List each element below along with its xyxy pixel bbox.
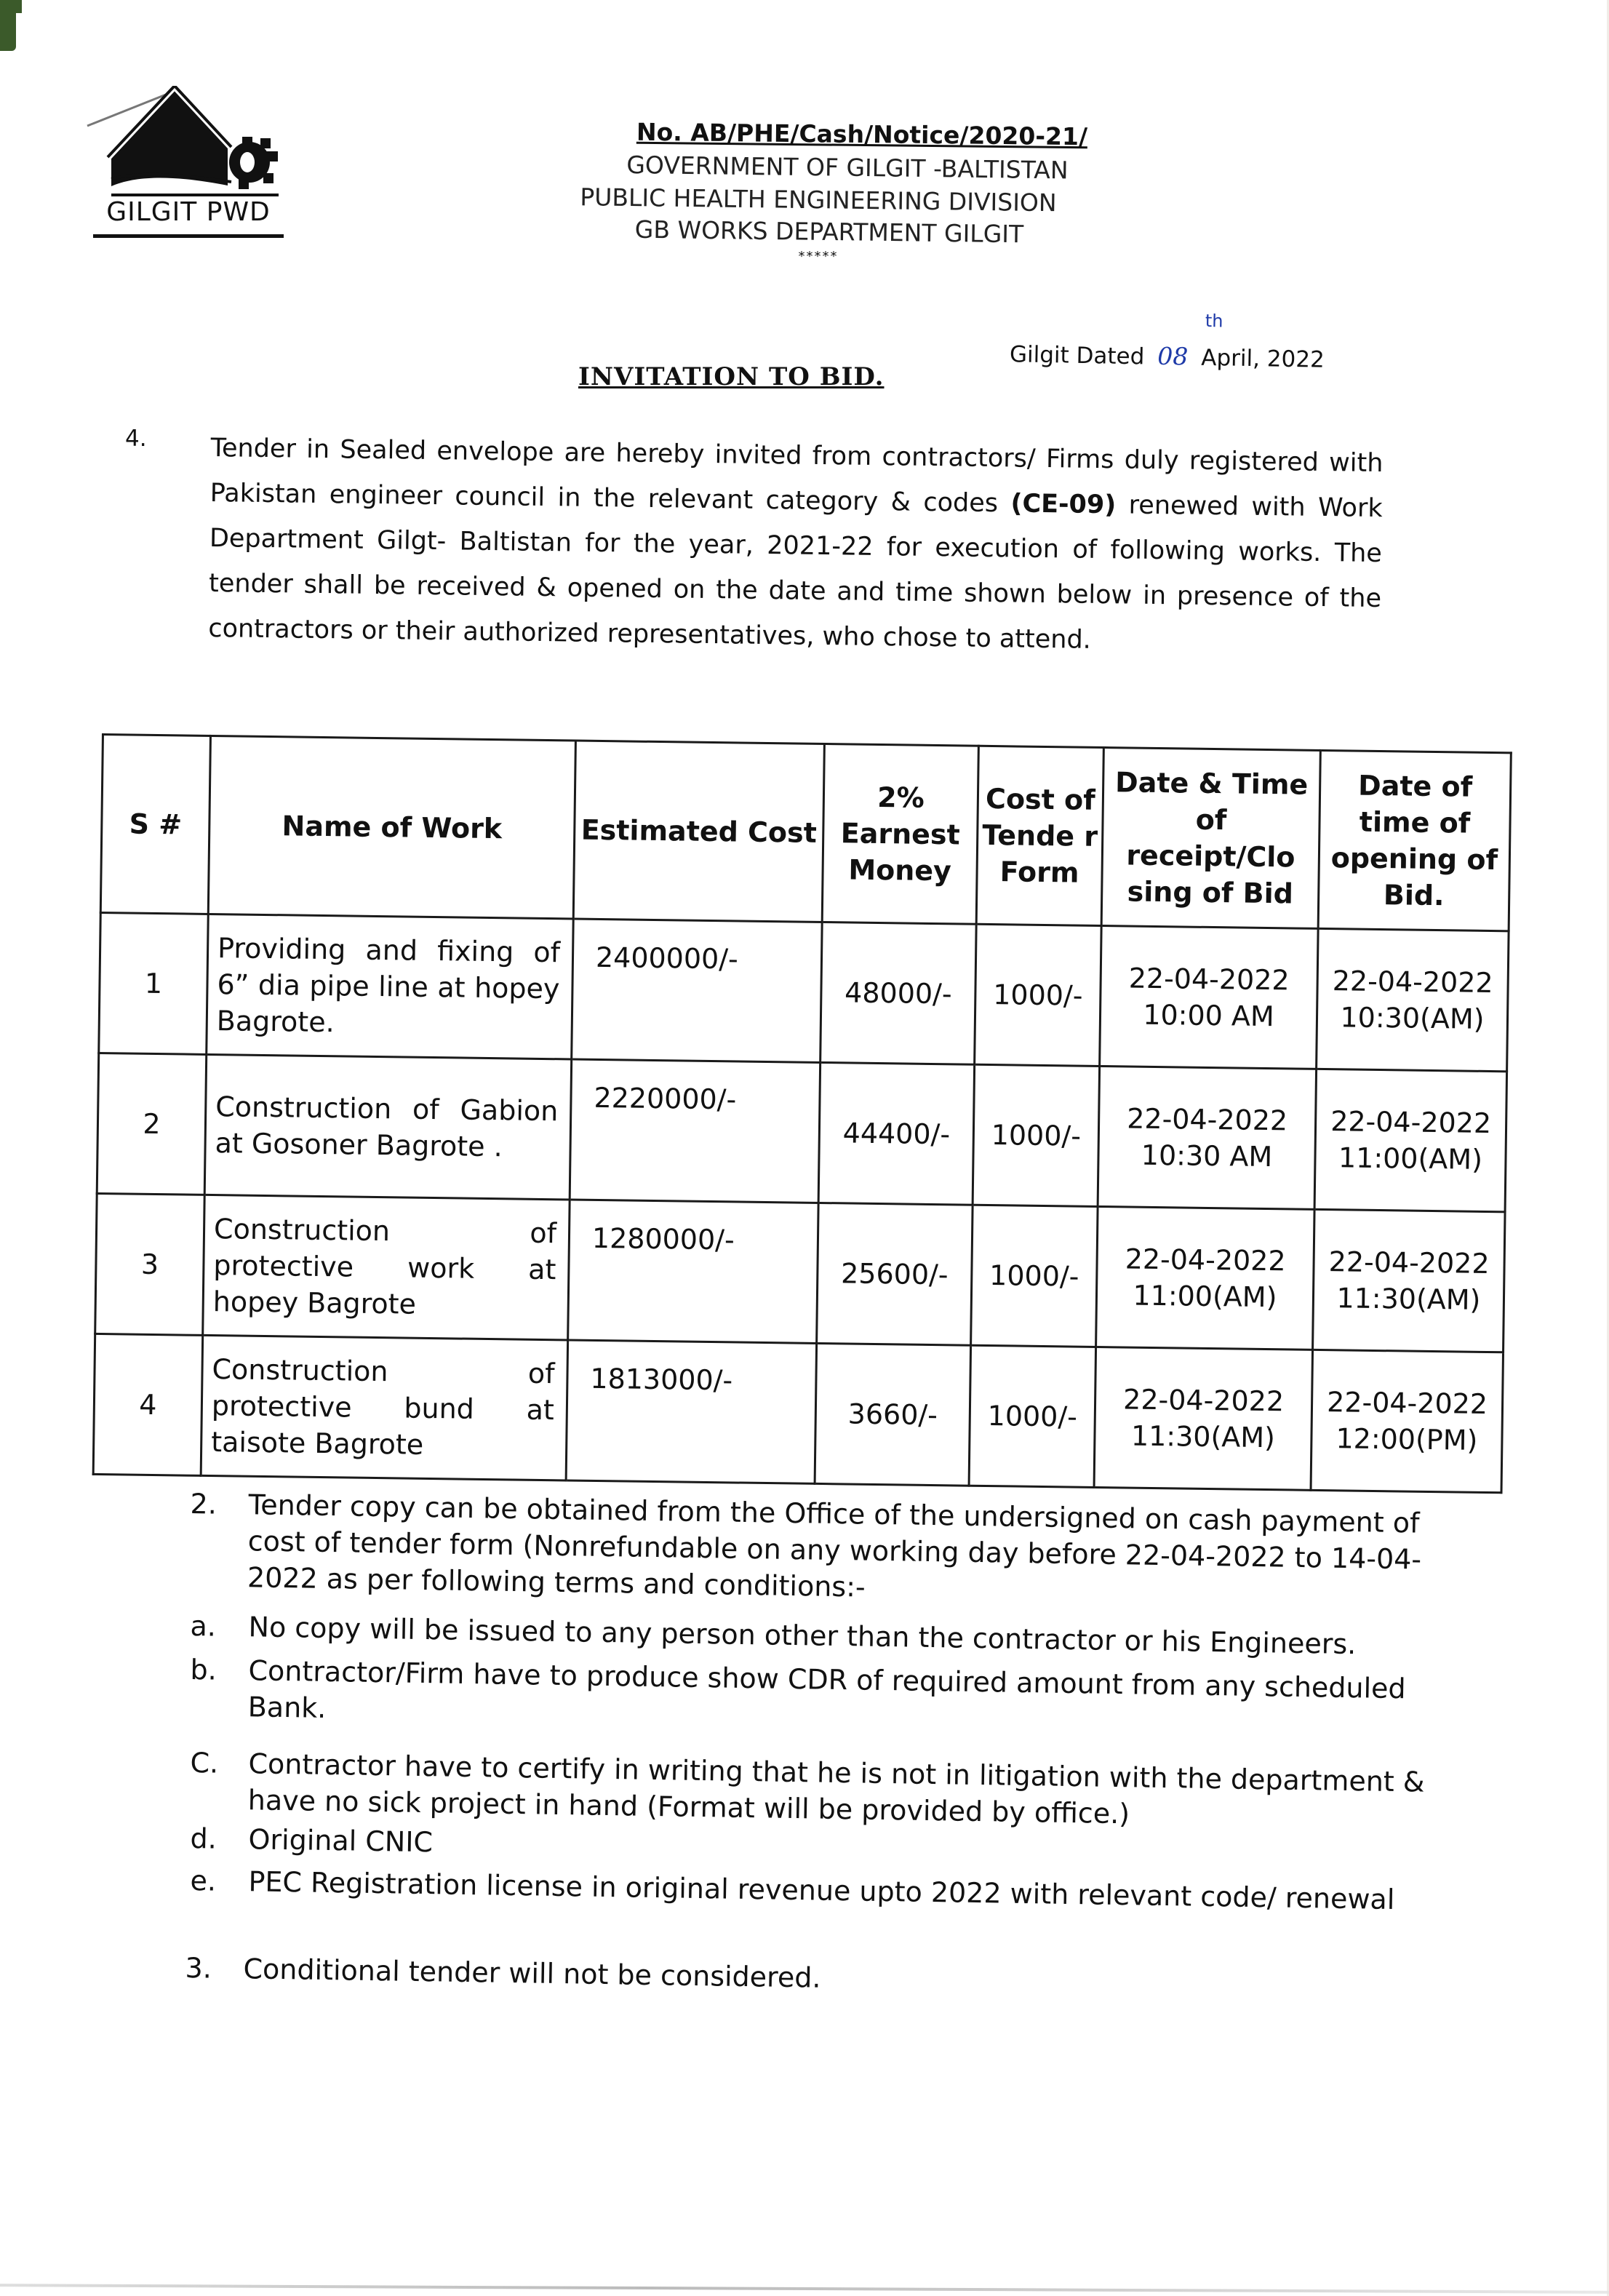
cell-tender-form-cost: 1000/- xyxy=(969,1345,1096,1487)
condition-label: a. xyxy=(190,1609,217,1643)
cell-estimated-cost: 1280000/- xyxy=(568,1200,818,1343)
category-code: (CE-09) xyxy=(1010,489,1117,520)
cell-work: Construction of Gabion at Gosoner Bagrote . xyxy=(204,1054,571,1200)
cell-tender-form-cost: 1000/- xyxy=(973,1064,1100,1206)
reference-number: No. AB/PHE/Cash/Notice/2020-21/ xyxy=(636,117,1088,151)
cell-opening: 22-04-2022 12:00(PM) xyxy=(1311,1350,1504,1492)
cell-estimated-cost: 2220000/- xyxy=(570,1059,820,1203)
condition-text: Contractor have to certify in writing that he is not in litigation with the department & have no sick project in hand (Format will be provided by office.) xyxy=(247,1747,1425,1830)
header-line-division: PUBLIC HEALTH ENGINEERING DIVISION xyxy=(580,183,1057,218)
cell-work: Providing and fixing of 6” dia pipe line at hopey Bagrote. xyxy=(207,914,573,1059)
condition-text: Conditional tender will not be considered. xyxy=(243,1953,821,1994)
cell-tender-form-cost: 1000/- xyxy=(975,924,1102,1066)
works-table xyxy=(92,733,1536,1494)
condition-label: 2. xyxy=(190,1487,217,1520)
cell-opening: 22-04-2022 10:30(AM) xyxy=(1317,928,1509,1071)
cell-closing: 22-04-2022 11:00(AM) xyxy=(1096,1206,1315,1350)
scan-corner-mark xyxy=(0,0,16,51)
condition-item-3 xyxy=(185,1950,1451,2006)
cell-earnest-money: 44400/- xyxy=(818,1062,975,1205)
cell-closing: 22-04-2022 10:30 AM xyxy=(1098,1066,1317,1209)
table-row xyxy=(97,1053,1506,1211)
col-header-closing: Date & Time of receipt/Clo sing of Bid xyxy=(1101,748,1320,929)
intro-number: 4. xyxy=(125,426,147,452)
cell-sn: 4 xyxy=(93,1334,203,1475)
cell-work: Construction of protective bund at taisote Bagrote xyxy=(201,1335,567,1480)
condition-item-b xyxy=(189,1651,1456,1744)
intro-text-after: renewed with Work Department Gilgt- Baltistan for the year, 2021-22 for execution of following works. The tender shall be received & opened on the date and time shown below in presence of the contractors or their authorized representatives, who chose to attend. xyxy=(208,490,1383,655)
col-header-estimated-cost: Estimated Cost xyxy=(573,741,824,922)
logo-underline xyxy=(93,234,284,238)
table-header-row xyxy=(100,735,1511,931)
cell-work: Construction of protective work at hopey Bagrote xyxy=(203,1195,570,1340)
condition-text: Original CNIC xyxy=(248,1823,434,1859)
header-line-department: GB WORKS DEPARTMENT GILGIT xyxy=(634,215,1024,249)
cell-sn: 2 xyxy=(97,1053,207,1195)
cell-estimated-cost: 1813000/- xyxy=(566,1340,816,1483)
house-gear-logo-icon xyxy=(86,86,282,202)
condition-label: b. xyxy=(190,1653,217,1686)
cell-earnest-money: 48000/- xyxy=(821,922,977,1064)
col-header-earnest-money: 2% Earnest Money xyxy=(822,744,978,925)
cell-opening: 22-04-2022 11:30(AM) xyxy=(1313,1209,1506,1352)
cell-opening: 22-04-2022 11:00(AM) xyxy=(1314,1069,1507,1211)
table-row xyxy=(93,1334,1503,1492)
col-header-work: Name of Work xyxy=(208,736,575,919)
table-row xyxy=(99,912,1509,1071)
header-line-government: GOVERNMENT OF GILGIT -BALTISTAN xyxy=(626,150,1069,185)
cell-sn: 1 xyxy=(99,912,209,1054)
condition-label: 3. xyxy=(185,1951,212,1985)
cell-earnest-money: 3660/- xyxy=(815,1343,971,1486)
scan-bottom-edge xyxy=(0,2284,1609,2294)
condition-text: Tender copy can be obtained from the Office of the undersigned on cash payment of cost of tender form (Nonrefundable on any working day before 22-04-2022 to 14-04-2022 as per following terms and conditions:- xyxy=(247,1488,1422,1603)
condition-text: No copy will be issued to any person other than the contractor or his Engineers. xyxy=(248,1611,1357,1661)
condition-text: PEC Registration license in original revenue upto 2022 with relevant code/ renewal xyxy=(248,1865,1395,1916)
condition-label: e. xyxy=(190,1864,217,1897)
cell-estimated-cost: 2400000/- xyxy=(572,919,822,1062)
letterhead xyxy=(509,117,1127,264)
document-date xyxy=(1009,310,1325,373)
condition-label: C. xyxy=(190,1746,219,1779)
cell-earnest-money: 25600/- xyxy=(817,1203,973,1345)
condition-label: d. xyxy=(190,1822,217,1855)
condition-text: Contractor/Firm have to produce show CDR of required amount from any scheduled Bank. xyxy=(247,1654,1406,1724)
cell-tender-form-cost: 1000/- xyxy=(971,1205,1098,1347)
header-stars: ***** xyxy=(798,249,839,264)
gilgit-pwd-logo xyxy=(86,86,282,239)
col-header-opening: Date of time of opening of Bid. xyxy=(1318,750,1511,930)
cell-sn: 3 xyxy=(95,1193,205,1335)
intro-paragraph xyxy=(208,426,1384,666)
date-suffix: April, 2022 xyxy=(1200,344,1325,373)
date-prefix: Gilgit Dated xyxy=(1009,341,1145,370)
table-row xyxy=(95,1193,1505,1352)
col-header-sn: S # xyxy=(100,735,210,914)
date-day-suffix: th xyxy=(1205,310,1223,332)
col-header-tender-form-cost: Cost of Tende r Form xyxy=(976,746,1103,925)
condition-item-2 xyxy=(189,1486,1456,1614)
cell-closing: 22-04-2022 11:30(AM) xyxy=(1094,1347,1313,1490)
cell-closing: 22-04-2022 10:00 AM xyxy=(1100,926,1319,1069)
logo-text: GILGIT PWD xyxy=(106,197,271,227)
date-day-handwritten: 08 xyxy=(1157,341,1189,371)
page-title: INVITATION TO BID. xyxy=(578,362,885,391)
intro-text-before: Tender in Sealed envelope are hereby invited from contractors/ Firms duly registered with Pakistan engineer council in the relevant category & codes xyxy=(209,433,1384,519)
